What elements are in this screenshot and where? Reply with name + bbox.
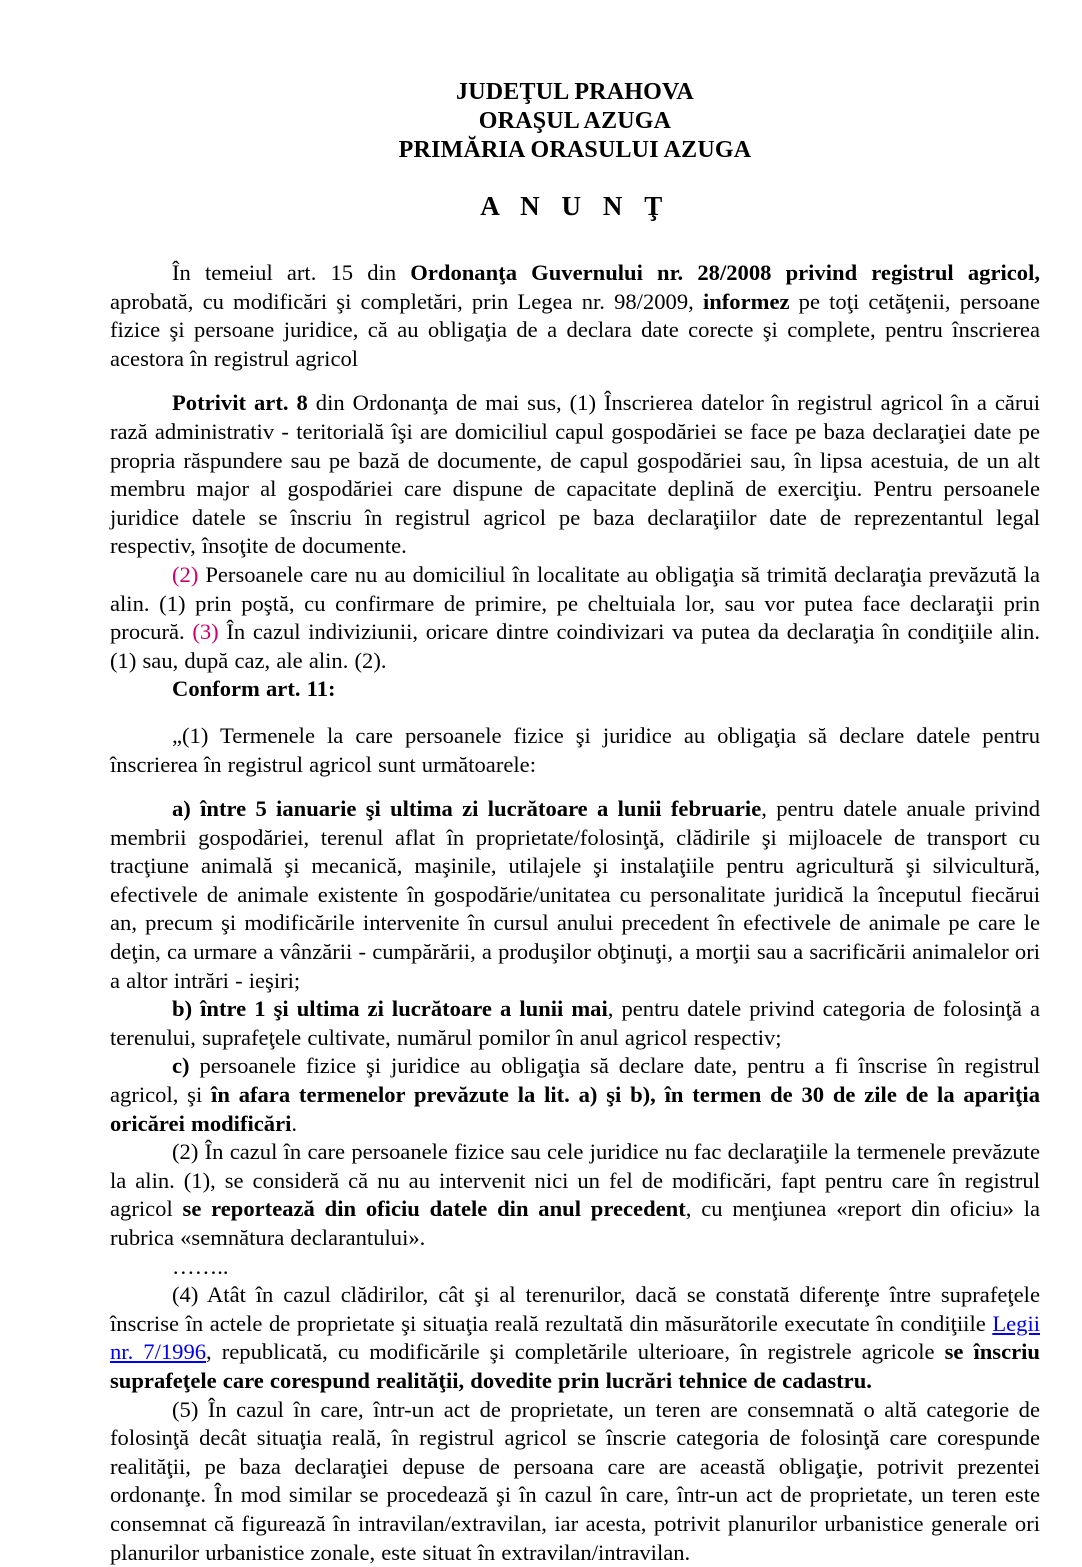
bold-text-run: informez [702, 288, 790, 314]
text-run: (4) Atât în cazul clădirilor, cât şi al terenurilor, dacă se constată diferenţe între suprafeţele înscrise în actele de proprietate şi situaţia reală rezultată din măsurătorile executate în condiţiile [110, 1282, 1040, 1336]
bold-text-run: a) între 5 ianuarie şi ultima zi lucrătoare a lunii februarie [172, 796, 762, 822]
paragraph-alin-4 [110, 1281, 1040, 1395]
highlighted-text-run: (3) [192, 619, 219, 645]
text-run: aprobată, cu modificări şi completări, prin Legea nr. 98/2009, [110, 288, 703, 314]
text-run: Persoanele care nu au domiciliul în localitate au obligaţia să trimită declaraţia prevăzută la alin. (1) prin poştă, cu confirmare de primire, pe cheltuiala lor, sau vor putea face declaraţii prin procură. [110, 561, 1040, 645]
page-title: A N U N Ţ [480, 191, 670, 221]
bold-text-run: se reportează din oficiu datele din anul precedent [182, 1196, 686, 1222]
text-run: pe toţi cetăţenii, persoane fizice şi persoane juridice, că au obligaţia de a declara date corecte şi complete, pentru înscrierea acestora în registrul agricol [110, 288, 1040, 371]
paragraph-termenele [110, 722, 1040, 779]
paragraph-conform-art11 [110, 675, 1040, 704]
paragraph-art8 [110, 389, 1040, 561]
bold-text-run: se înscriu suprafeţele care corespund realităţii, dovedite prin lucrări tehnice de cadastru. [110, 1339, 1040, 1393]
paragraph-alin-5 [110, 1396, 1040, 1567]
text-run: , cu menţiunea «report din oficiu» la rubrica «semnătura declarantului». [110, 1196, 1040, 1250]
bold-text-run: Conform art. 11: [172, 676, 336, 702]
paragraph-ellipsis [110, 1253, 1040, 1282]
text-run: , pentru datele anuale privind membrii gospodăriei, terenul aflat în proprietate/folosinţă, clădirile şi mijloacele de transport cu tracţiune animală şi mecanică, maşinile, utilajele şi instalaţiile pentru agricultură şi silvicultură, efectivele de animale existente în gospodărie/unitatea cu personalitate juridică la începutul fiecărui an, precum şi modificările intervenite în cursul anului precedent în efectivele de animale pe care le deţin, ca urmare a vânzării - cumpărării, a produşilor obţinuţi, a morţii sau a sacrificării animalelor ori a altor intrări - ieşiri; [110, 796, 1041, 993]
text-run: În temeiul art. 15 din [172, 260, 411, 285]
text-run: (5) În cazul în care, într-un act de proprietate, un teren are consemnată o altă categorie de folosinţă decât situaţia reală, în registrul agricol se înscrie categoria de folosinţă care corespunde realităţii, pe baza declaraţiei depuse de persoana care are această obligaţie, potrivit prezentei ordonanţe. În mod similar se procedează şi în cazul în care, într-un act de proprietate, un teren este consemnat că figurează în intravilan/extravilan, iar acesta, potrivit planurilor urbanistice generale ori planurilor urbanistice zonale, este situat în extravilan/intravilan. [110, 1396, 1040, 1565]
paragraph-alin-2-3 [110, 561, 1040, 675]
paragraph-alin-2-report [110, 1138, 1040, 1252]
document-body [110, 259, 1040, 1567]
legii-nr-7-1996-link[interactable]: Legii nr. 7/1996 [110, 1310, 1040, 1365]
text-run: În cazul indiviziunii, oricare dintre coindivizari va putea da declaraţia în condiţiile alin. (1) sau, după caz, ale alin. (2). [110, 619, 1040, 673]
text-run: (2) În cazul în care persoanele fizice sau cele juridice nu fac declaraţiile la termenele prevăzute la alin. (1), se consideră că nu au intervenit nici un fel de modificări, fapt pentru care în registrul agricol [110, 1139, 1040, 1222]
header-line-county: JUDEŢUL PRAHOVA [456, 79, 694, 105]
paragraph-temei [110, 259, 1040, 373]
highlighted-text-run: (2) [172, 561, 199, 587]
bold-text-run: b) între 1 şi ultima zi lucrătoare a lunii mai [172, 996, 608, 1022]
bold-text-run: Ordonanţa Guvernului nr. 28/2008 privind registrul agricol, [410, 260, 1041, 285]
text-run: persoanele fizice şi juridice au obligaţia să declare date, pentru a fi înscrise în registrul agricol, şi [110, 1053, 1040, 1108]
bold-text-run: c) [172, 1053, 190, 1079]
text-run: , republicată, cu modificările şi completările ulterioare, în registrele agricole [206, 1339, 945, 1365]
header-line-town: ORAŞUL AZUGA [478, 108, 672, 134]
text-run: . [291, 1110, 298, 1136]
paragraph-lit-b [110, 995, 1040, 1052]
header-line-cityhall: PRIMĂRIA ORASULUI AZUGA [398, 137, 752, 163]
paragraph-lit-a [110, 795, 1040, 995]
document-header [110, 78, 1040, 165]
text-run: , pentru datele privind categoria de folosinţă a terenului, suprafeţele cultivate, numărul pomilor în anul agricol respectiv; [110, 996, 1040, 1050]
bold-text-run: Potrivit art. 8 [172, 390, 308, 416]
text-run: din Ordonanţa de mai sus, (1) Înscrierea datelor în registrul agricol în a cărui rază administrativ - teritorială îşi are domiciliul capul gospodăriei se face pe baza declaraţiei date pe propria răspundere sau pe bază de documente, de capul gospodăriei sau, în lipsa acestuia, de un alt membru major al gospodăriei care dispune de capacitate deplină de exerciţiu. Pentru persoanele juridice datele se înscriu în registrul agricol pe baza declaraţiilor date de reprezentantul legal respectiv, însoţite de documente. [110, 390, 1040, 559]
paragraph-lit-c [110, 1052, 1040, 1138]
bold-text-run: în afara termenelor prevăzute la lit. a) şi b), în termen de 30 de zile de la apariţia oricărei modificări [110, 1082, 1040, 1136]
text-run: …….. [172, 1253, 229, 1279]
text-run: „(1) Termenele la care persoanele fizice şi juridice au obligaţia să declare datele pentru înscrierea în registrul agricol sunt următoarele: [110, 722, 1040, 777]
